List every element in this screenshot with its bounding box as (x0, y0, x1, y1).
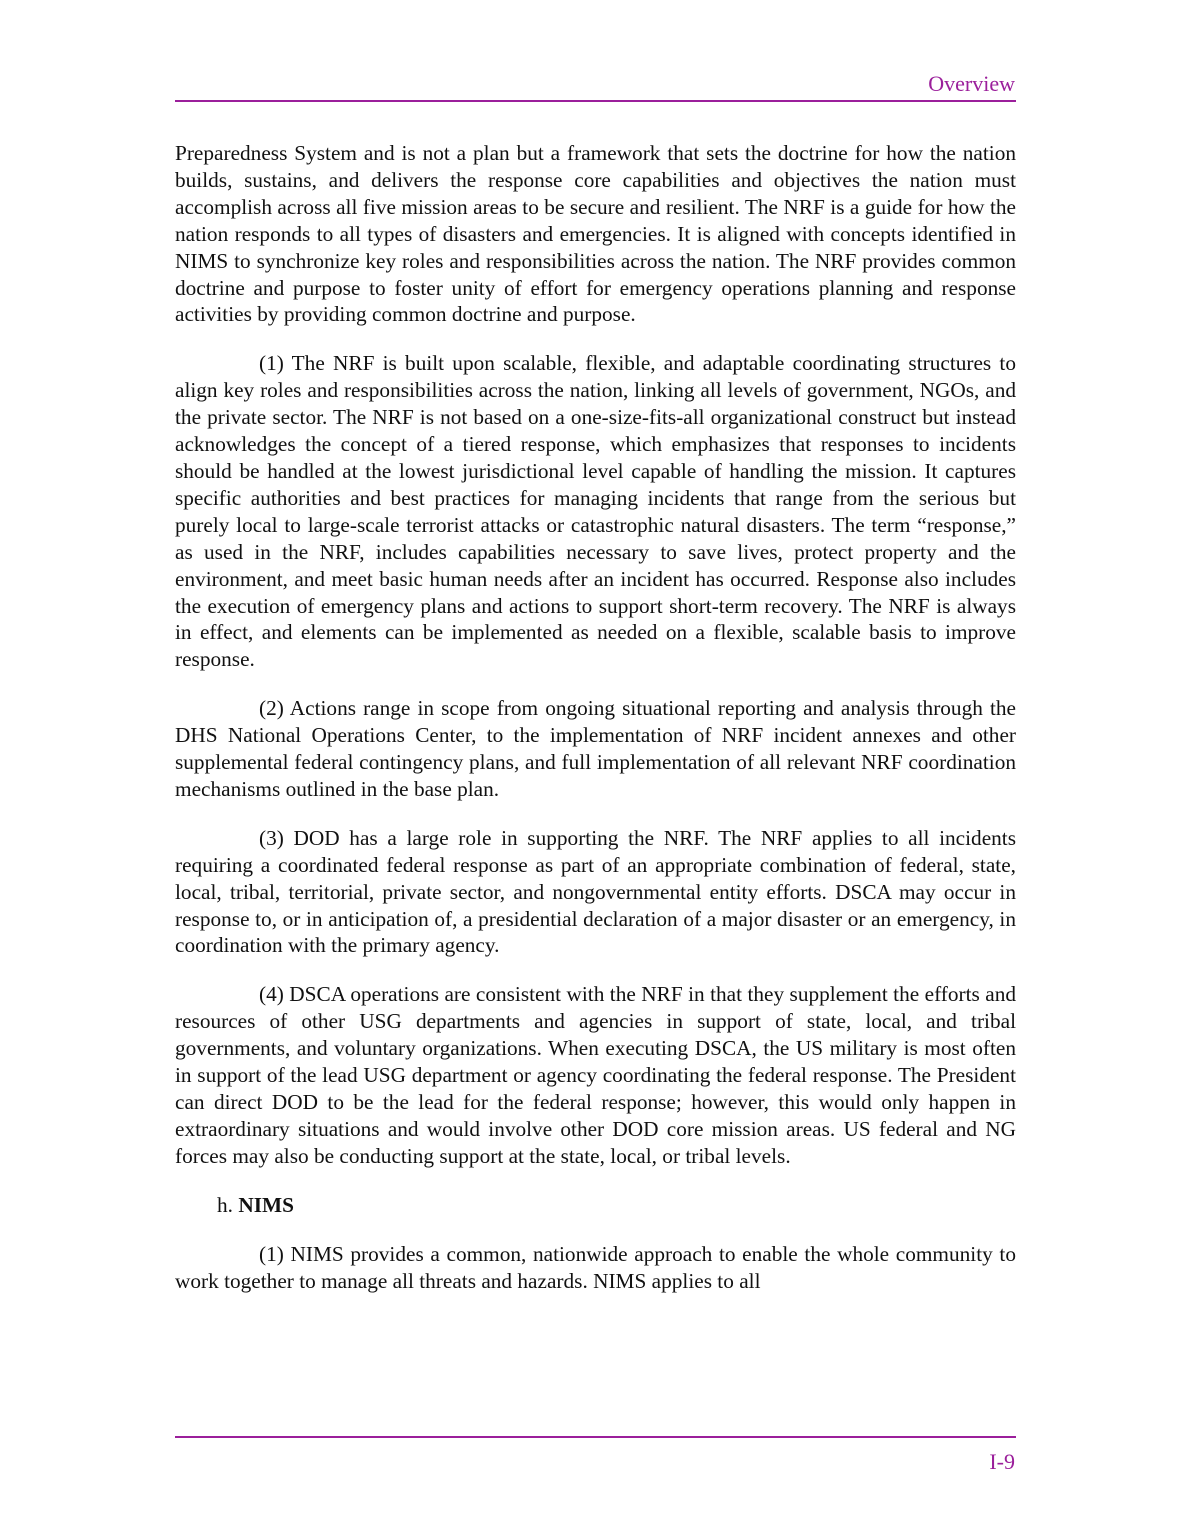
section-title: NIMS (238, 1192, 294, 1217)
page-number: I-9 (989, 1449, 1015, 1474)
footer-rule (175, 1436, 1016, 1438)
paragraph-nrf-1: (1) The NRF is built upon scalable, flexible, and adaptable coordinating structures to align key roles and responsibilities across the nation, linking all levels of government, NGOs, and the private sector. The NRF is not based on a one-size-fits-all organizational construct but instead acknowledges the concept of a tiered response, which emphasizes that responses to incidents should be handled at the lowest jurisdictional level capable of handling the mission. It captures specific authorities and best practices for managing incidents that range from the serious but purely local to large-scale terrorist attacks or catastrophic natural disasters. The term “response,” as used in the NRF, includes capabilities necessary to save lives, protect property and the environment, and meet basic human needs after an incident has occurred. Response also includes the execution of emergency plans and actions to support short-term recovery. The NRF is always in effect, and elements can be implemented as needed on a flexible, scalable basis to improve response. (175, 351, 1016, 672)
paragraph-nims-1: (1) NIMS provides a common, nationwide approach to enable the whole community to work together to manage all threats and hazards. NIMS applies to all (175, 1241, 1016, 1293)
section-heading-nims (217, 1192, 1016, 1219)
page-body (175, 140, 1016, 1316)
paragraph-nrf-4: (4) DSCA operations are consistent with the NRF in that they supplement the efforts and resources of other USG departments and agencies in support of state, local, and tribal governments, and voluntary organizations. When executing DSCA, the US military is most often in support of the lead USG department or agency coordinating the federal response. The President can direct DOD to be the lead for the federal response; however, this would only happen in extraordinary situations and would involve other DOD core mission areas. US federal and NG forces may also be conducting support at the state, local, or tribal levels. (175, 982, 1016, 1168)
paragraph-nrf-3: (3) DOD has a large role in supporting the NRF. The NRF applies to all incidents requiring a coordinated federal response as part of an appropriate combination of federal, state, local, tribal, territorial, private sector, and nongovernmental entity efforts. DSCA may occur in response to, or in anticipation of, a presidential declaration of a major disaster or an emergency, in coordination with the primary agency. (175, 825, 1016, 958)
section-marker: h. (217, 1192, 233, 1217)
paragraph-nrf-2: (2) Actions range in scope from ongoing situational reporting and analysis through the DHS National Operations Center, to the implementation of NRF incident annexes and other supplemental federal contingency plans, and full implementation of all relevant NRF coordination mechanisms outlined in the base plan. (175, 696, 1016, 801)
header-rule (175, 100, 1016, 102)
running-head: Overview (928, 71, 1015, 96)
paragraph-intro: Preparedness System and is not a plan but a framework that sets the doctrine for how the nation builds, sustains, and delivers the response core capabilities and objectives the nation must accomplish across all five mission areas to be secure and resilient. The NRF is a guide for how the nation responds to all types of disasters and emergencies. It is aligned with concepts identified in NIMS to synchronize key roles and responsibilities across the nation. The NRF provides common doctrine and purpose to foster unity of effort for emergency operations planning and response activities by providing common doctrine and purpose. (175, 141, 1016, 327)
